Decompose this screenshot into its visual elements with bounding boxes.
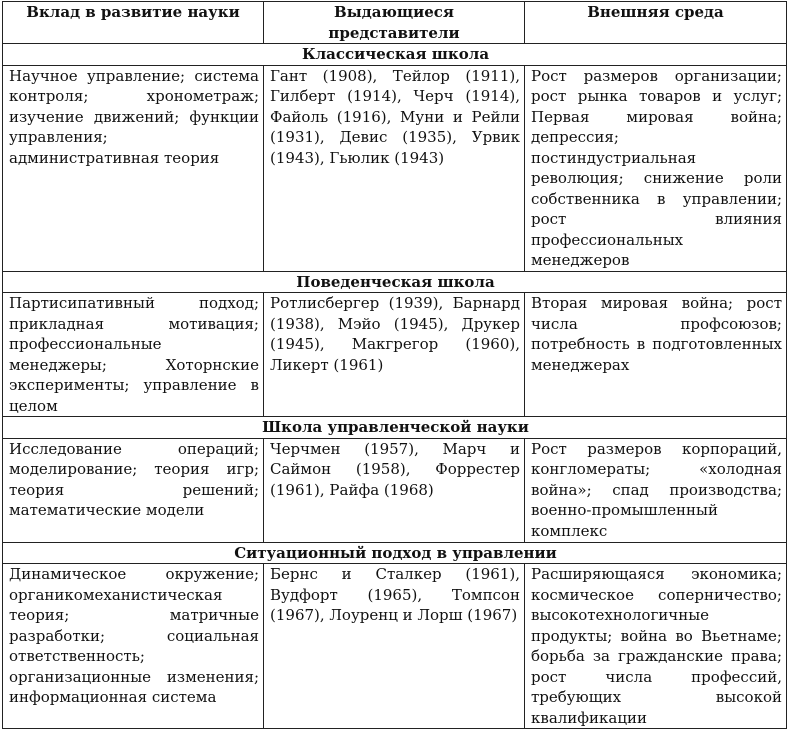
contribution-cell: Исследование операций; моделирование; теория игр; теория решений; математические модели (3, 438, 264, 542)
contribution-cell: Динамическое окружение; органикомеханистическая теория; матричные разработки; социальная ответственность; организационные изменения; информационная система (3, 564, 264, 729)
header-environment: Внешняя среда (525, 2, 787, 44)
header-contribution: Вклад в развитие науки (3, 2, 264, 44)
representatives-cell: Ротлисбергер (1939), Барнард (1938), Мэйо (1945), Друкер (1945), Макгрегор (1960), Ликерт (1961) (264, 293, 525, 417)
management-schools-table (2, 1, 787, 729)
section-row-classical (3, 44, 787, 66)
section-row-management-science (3, 417, 787, 439)
environment-cell: Рост размеров корпораций, конгломераты; «холодная война»; спад производства; военно-промышленный комплекс (525, 438, 787, 542)
environment-cell: Вторая мировая война; рост числа профсоюзов; потребность в подготовленных менеджерах (525, 293, 787, 417)
representatives-cell: Бернс и Сталкер (1961), Вудфорт (1965), Томпсон (1967), Лоуренц и Лорш (1967) (264, 564, 525, 729)
header-row (3, 2, 787, 44)
environment-cell: Расширяющаяся экономика; космическое соперничество; высокотехнологичные продукты; война во Вьетнаме; борьба за гражданские права; рост числа профессий, требующих высокой квалификации (525, 564, 787, 729)
table-row (3, 438, 787, 542)
section-title: Классическая школа (3, 44, 787, 66)
section-title: Школа управленческой науки (3, 417, 787, 439)
table-row (3, 65, 787, 271)
section-row-situational (3, 542, 787, 564)
table-row (3, 293, 787, 417)
table-row (3, 564, 787, 729)
section-row-behavioral (3, 271, 787, 293)
representatives-cell: Гант (1908), Тейлор (1911), Гилберт (1914), Черч (1914), Файоль (1916), Муни и Рейли (1931), Девис (1935), Урвик (1943), Гьюлик (1943) (264, 65, 525, 271)
header-representatives: Выдающиеся представители (264, 2, 525, 44)
section-title: Ситуационный подход в управлении (3, 542, 787, 564)
environment-cell: Рост размеров организации; рост рынка товаров и услуг; Первая мировая война; депрессия; постиндустриальная революция; снижение роли собственника в управлении; рост влияния профессиональных менеджеров (525, 65, 787, 271)
section-title: Поведенческая школа (3, 271, 787, 293)
representatives-cell: Черчмен (1957), Марч и Саймон (1958), Форрестер (1961), Райфа (1968) (264, 438, 525, 542)
contribution-cell: Научное управление; система контроля; хронометраж; изучение движений; функции управления; административная теория (3, 65, 264, 271)
contribution-cell: Партисипативный подход; прикладная мотивация; профессиональные менеджеры; Хоторнские эксперименты; управление в целом (3, 293, 264, 417)
